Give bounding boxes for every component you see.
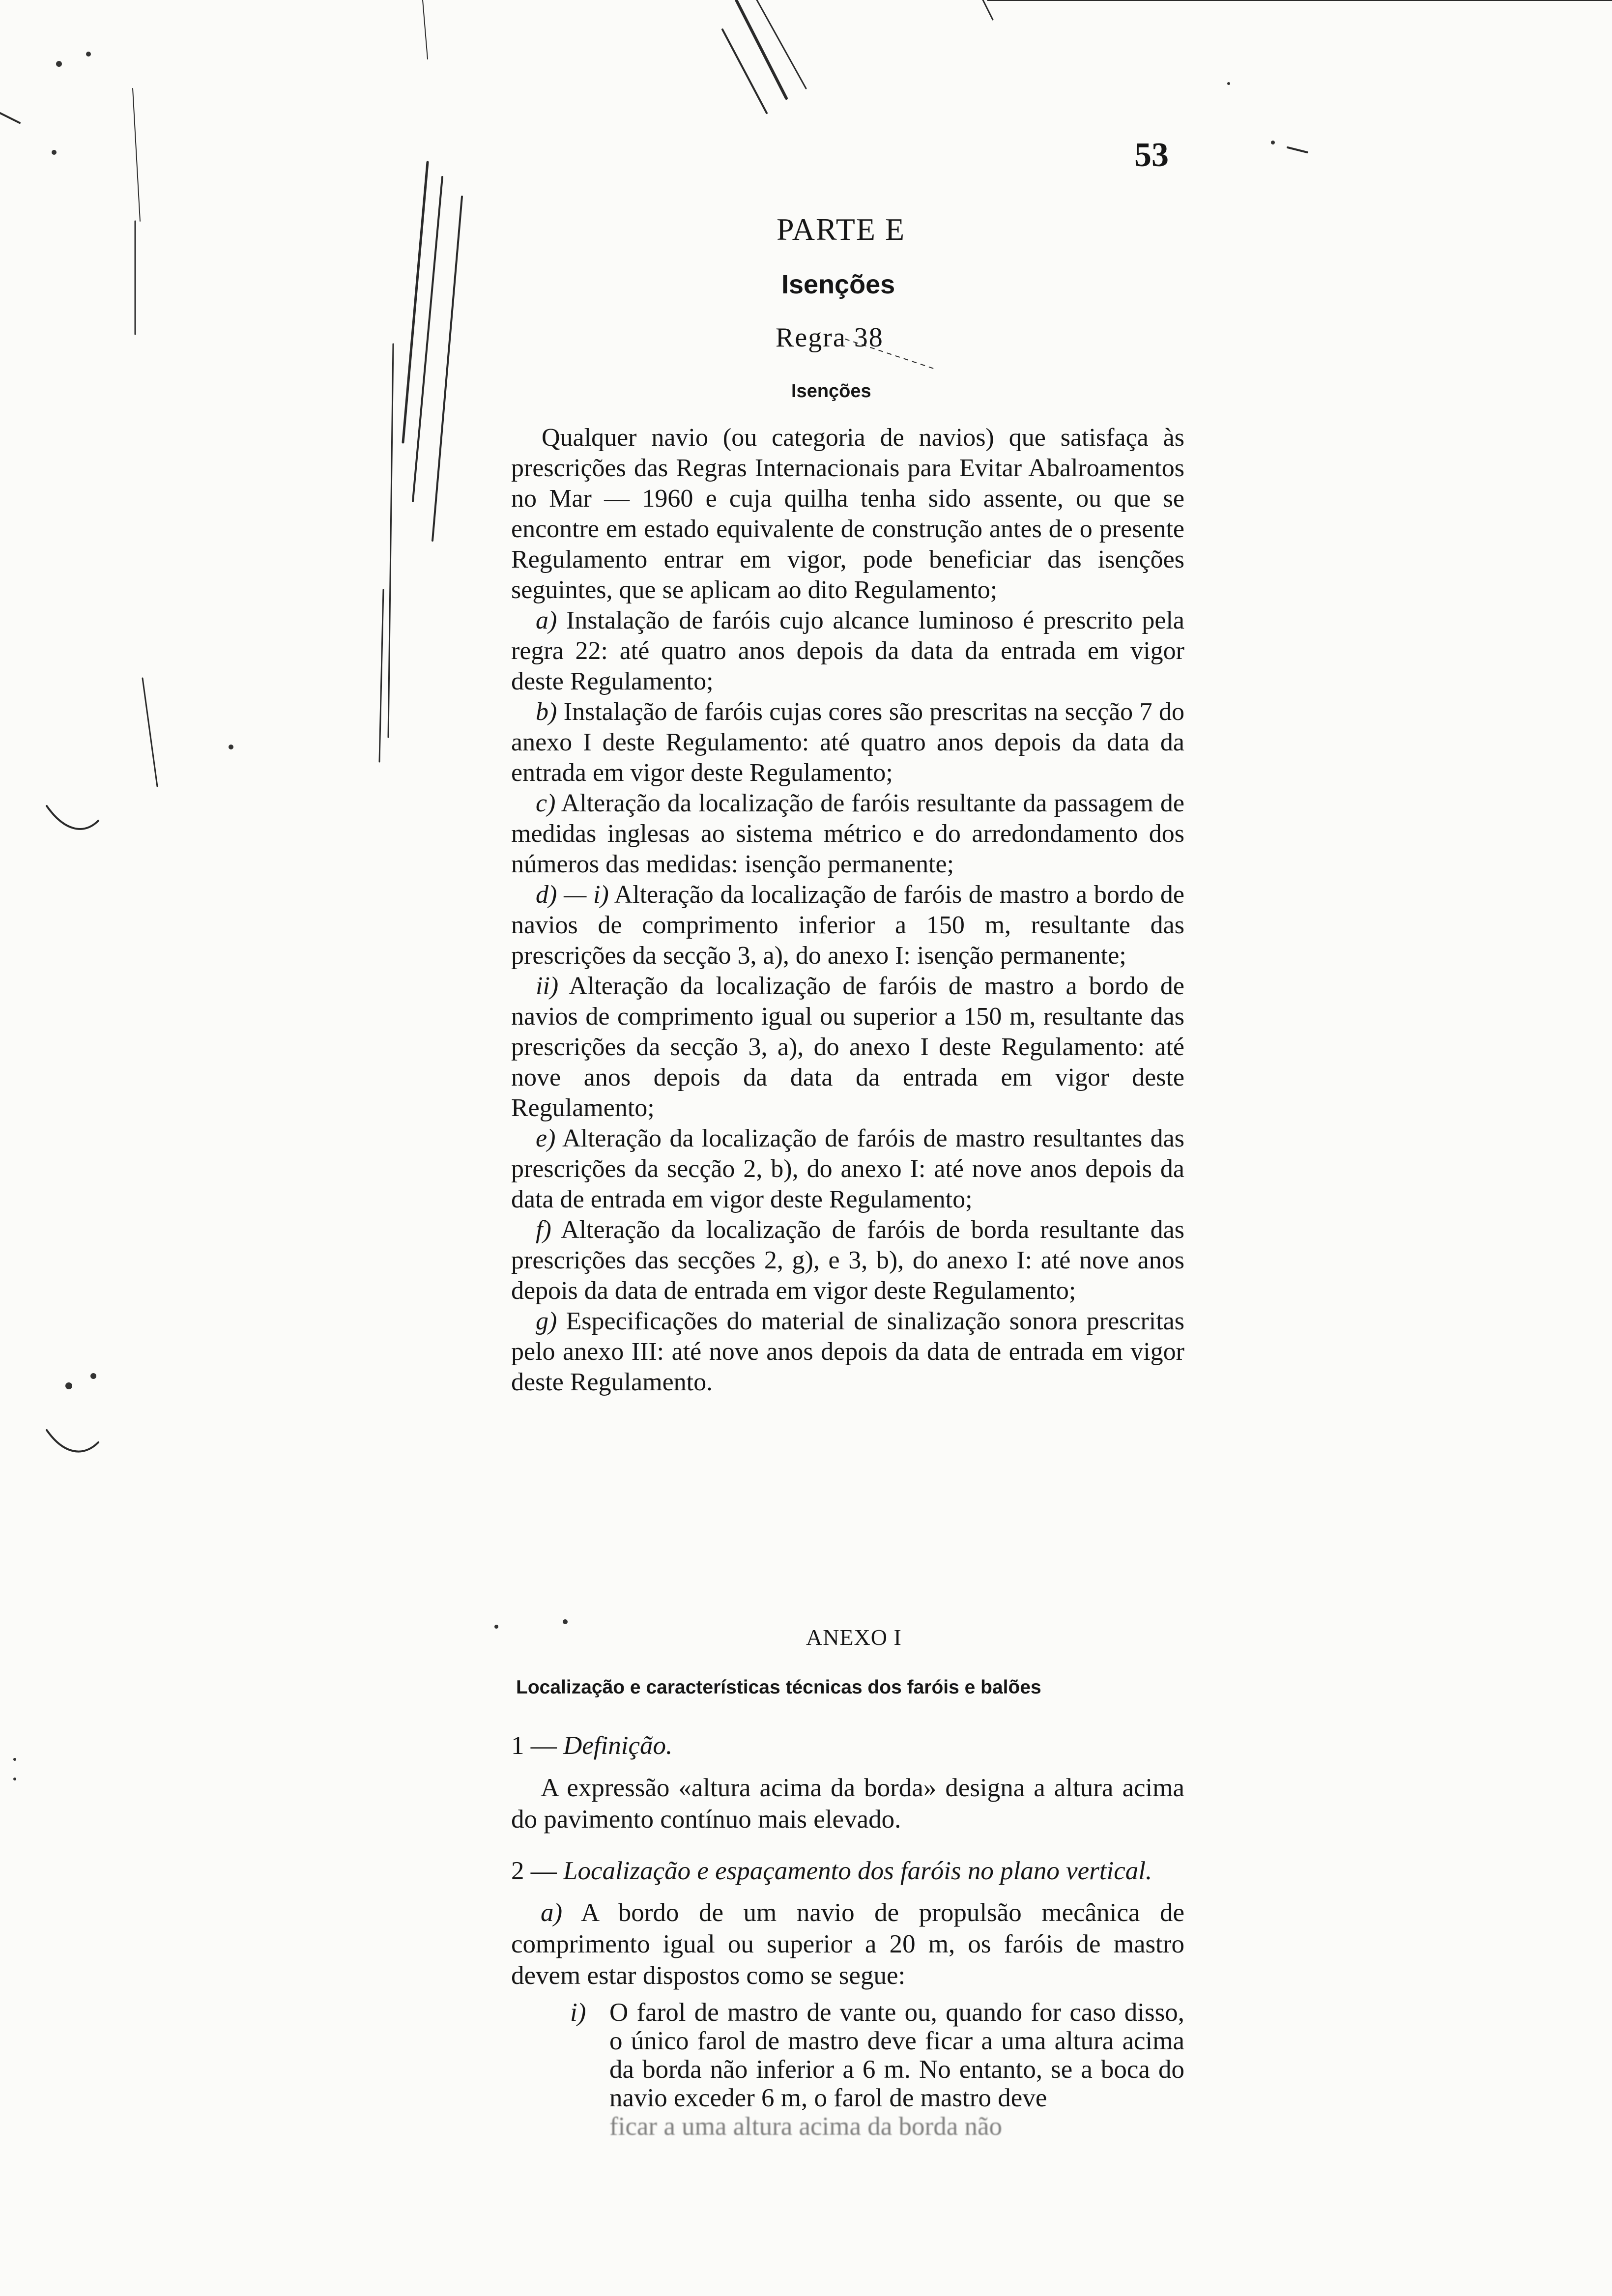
item-marker: d) — i) <box>536 881 609 909</box>
section-2-heading <box>511 1855 1184 1887</box>
part-title: PARTE E <box>777 212 906 247</box>
rule-item <box>511 1306 1184 1398</box>
rule-subtitle: Isenções <box>791 381 871 402</box>
annex-subtitle: Localização e características técnicas dos faróis e balões <box>516 1677 1041 1698</box>
section-number: 1 — <box>511 1731 563 1760</box>
rule-item <box>511 971 1184 1123</box>
item-text: Instalação de faróis cujo alcance luminoso é prescrito pela regra 22: até quatro anos depois da data da entrada em vigor deste Regulamento; <box>511 606 1185 695</box>
section-heading-text: Definição. <box>563 1731 673 1760</box>
annex-body <box>511 1730 1184 2141</box>
item-marker: g) <box>536 1307 557 1335</box>
rule-item <box>511 605 1184 697</box>
item-marker: a) <box>536 606 557 634</box>
section-title: Isenções <box>781 270 895 299</box>
rule-item <box>511 1123 1184 1215</box>
section-1-heading <box>511 1730 1184 1761</box>
section-number: 2 — <box>511 1857 563 1885</box>
item-text: Alteração da localização de faróis de mastro a bordo de navios de comprimento igual ou superior a 150 m, resultante das prescrições da secção 3, a), do anexo I deste Regulamento: até nove anos depois da data da entrada em vigor deste Regulamento; <box>511 972 1184 1122</box>
page-number: 53 <box>1134 136 1169 174</box>
item-text: Instalação de faróis cujas cores são prescritas na secção 7 do anexo I deste Regulamento: até quatro anos depois da data da entrada em vigor deste Regulamento; <box>511 698 1185 787</box>
item-marker: ii) <box>536 972 559 1000</box>
item-text: Alteração da localização de faróis de mastro resultantes das prescrições da secção 2, b), do anexo I: até nove anos depois da data de entrada em vigor deste Regulamento; <box>511 1124 1184 1213</box>
item-marker: b) <box>536 698 557 726</box>
item-marker: f) <box>536 1216 551 1244</box>
item-marker: e) <box>536 1124 556 1152</box>
subitem-text-faded: ficar a uma altura acima da borda não <box>609 2112 1002 2141</box>
rule-heading: Regra 38 <box>776 322 884 353</box>
subitem-text: O farol de mastro de vante ou, quando for caso disso, o único farol de mastro deve ficar a uma altura acima da borda não inferior a 6 m. No entanto, se a boca do navio exceder 6 m, o farol de mastro deve <box>609 1998 1184 2112</box>
item-text: Alteração da localização de faróis resultante da passagem de medidas inglesas ao sistema métrico e do arredondamento dos números das medidas: isenção permanente; <box>511 789 1184 878</box>
rule-item <box>511 788 1184 880</box>
section-2-clause <box>511 1897 1184 1991</box>
rule-item <box>511 697 1184 788</box>
item-text: Alteração da localização de faróis de mastro a bordo de navios de comprimento inferior a 150 m, resultante das prescrições da secção 3, a), do anexo I: isenção permanente; <box>511 881 1185 970</box>
clause-marker: a) <box>541 1898 563 1927</box>
section-heading-text: Localização e espaçamento dos faróis no plano vertical. <box>563 1857 1152 1885</box>
item-text: Especificações do material de sinalização sonora prescritas pelo anexo III: até nove anos depois da data de entrada em vigor deste Regulamento. <box>511 1307 1184 1396</box>
subitem-marker: i) <box>570 1998 586 2027</box>
rule-intro-paragraph: Qualquer navio (ou categoria de navios) que satisfaça às prescrições das Regras Internacionais para Evitar Abalroamentos no Mar — 1960 e cuja quilha tenha sido assente, ou que se encontre em estado equivalente de construção antes de o presente Regulamento entrar em vigor, pode beneficiar das isenções seguintes, que se aplicam ao dito Regulamento; <box>511 424 1184 604</box>
rule-item <box>511 880 1184 971</box>
section-2-subitem <box>570 1998 1184 2141</box>
section-1-text: A expressão «altura acima da borda» designa a altura acima do pavimento contínuo mais elevado. <box>511 1774 1184 1834</box>
clause-text: A bordo de um navio de propulsão mecânica de comprimento igual ou superior a 20 m, os faróis de mastro devem estar dispostos como se segue: <box>511 1898 1185 1990</box>
item-text: Alteração da localização de faróis de borda resultante das prescrições das secções 2, g), e 3, b), do anexo I: até nove anos depois da data de entrada em vigor deste Regulamento; <box>511 1216 1184 1305</box>
item-marker: c) <box>536 789 556 817</box>
rule-38-body <box>511 423 1184 1398</box>
annex-title: ANEXO I <box>806 1625 902 1650</box>
rule-item <box>511 1215 1184 1306</box>
